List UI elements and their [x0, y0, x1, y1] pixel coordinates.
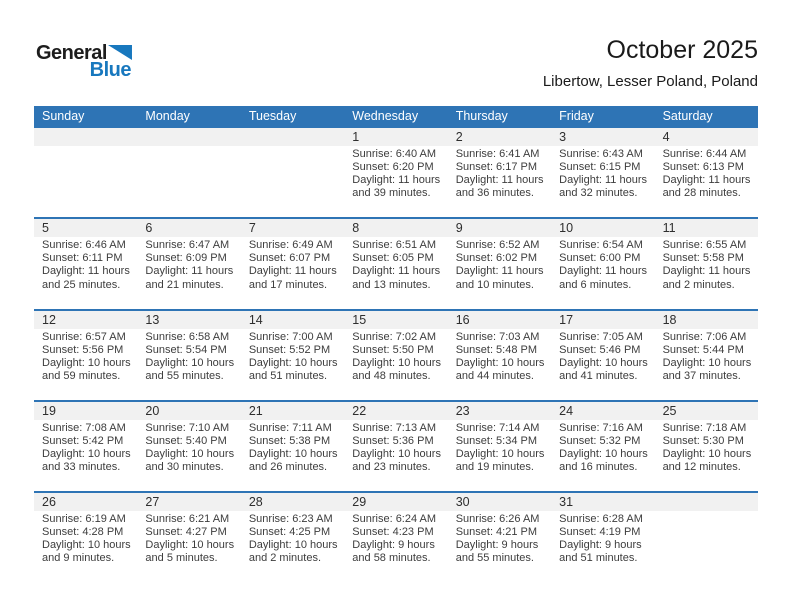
- daylight-text: Daylight: 11 hours and 6 minutes.: [559, 265, 647, 291]
- sunrise-text: Sunrise: 6:46 AM: [42, 239, 126, 252]
- daylight-text: Daylight: 10 hours and 33 minutes.: [42, 448, 131, 474]
- daylight-text: Daylight: 10 hours and 16 minutes.: [559, 448, 648, 474]
- day-number: 25: [662, 403, 677, 418]
- week-row: [34, 217, 758, 308]
- sunset-text: Sunset: 6:20 PM: [352, 161, 434, 174]
- day-cell: [655, 329, 758, 383]
- sunrise-text: Sunrise: 7:11 AM: [248, 421, 332, 434]
- sunrise-text: Sunrise: 7:03 AM: [455, 330, 540, 343]
- day-number: 13: [145, 312, 160, 327]
- week-row: [34, 309, 758, 400]
- sunset-text: Sunset: 5:36 PM: [352, 435, 434, 448]
- sunrise-text: Sunrise: 6:40 AM: [352, 148, 437, 160]
- sunrise-text: Sunrise: 6:28 AM: [559, 513, 643, 526]
- sunset-text: Sunset: 5:54 PM: [145, 343, 227, 356]
- day-number: 24: [559, 403, 574, 418]
- day-number: 5: [42, 221, 49, 236]
- sunset-text: Sunset: 4:28 PM: [42, 526, 124, 539]
- sunrise-text: Sunrise: 6:47 AM: [145, 239, 230, 252]
- day-number: 11: [662, 221, 676, 236]
- calendar-header: [543, 36, 758, 90]
- sunset-text: Sunset: 6:02 PM: [455, 252, 538, 265]
- day-cell: [448, 329, 551, 383]
- sunset-text: Sunset: 4:23 PM: [352, 526, 434, 539]
- sunset-text: Sunset: 4:27 PM: [145, 526, 227, 539]
- daylight-text: Daylight: 11 hours and 10 minutes.: [455, 265, 544, 291]
- day-number: 30: [455, 495, 470, 510]
- date-band: [34, 219, 758, 237]
- weekday-label-thursday: Thursday: [455, 109, 508, 123]
- day-cell: [241, 237, 344, 291]
- sunrise-text: Sunrise: 6:55 AM: [662, 239, 747, 252]
- logo-text-blue: Blue: [89, 59, 131, 81]
- info-row: [34, 146, 758, 217]
- day-cell: [241, 329, 344, 383]
- day-cell: [241, 511, 344, 565]
- day-number: 23: [455, 403, 470, 418]
- day-cell: [34, 511, 137, 565]
- daylight-text: Daylight: 10 hours and 5 minutes.: [145, 539, 235, 565]
- sunset-text: Sunset: 6:11 PM: [42, 252, 123, 265]
- daylight-text: Daylight: 11 hours and 28 minutes.: [662, 174, 751, 200]
- daylight-text: Daylight: 10 hours and 48 minutes.: [352, 356, 441, 382]
- sunset-text: Sunset: 5:46 PM: [559, 343, 641, 356]
- day-cell: [448, 146, 551, 200]
- sunset-text: Sunset: 4:21 PM: [455, 526, 538, 539]
- date-band: [34, 402, 758, 420]
- day-number: 8: [352, 221, 360, 236]
- sunrise-text: Sunrise: 6:52 AM: [455, 239, 540, 252]
- sunset-text: Sunset: 5:44 PM: [662, 343, 744, 356]
- sunset-text: Sunset: 5:50 PM: [352, 343, 434, 356]
- day-number: [655, 493, 758, 511]
- daylight-text: Daylight: 11 hours and 21 minutes.: [145, 265, 234, 291]
- sunrise-text: Sunrise: 7:05 AM: [559, 330, 643, 343]
- day-number: 31: [559, 495, 574, 510]
- sunrise-text: Sunrise: 7:18 AM: [662, 421, 747, 434]
- day-cell: [655, 237, 758, 291]
- daylight-text: Daylight: 10 hours and 51 minutes.: [248, 356, 338, 382]
- sunrise-text: Sunrise: 7:14 AM: [455, 421, 540, 434]
- info-row: [34, 329, 758, 400]
- sunrise-text: Sunrise: 7:16 AM: [559, 421, 643, 434]
- daylight-text: Daylight: 11 hours and 32 minutes.: [559, 174, 647, 200]
- calendar-weeks: [34, 126, 758, 583]
- date-band: [34, 128, 758, 146]
- week-row: [34, 400, 758, 491]
- sunset-text: Sunset: 6:17 PM: [455, 161, 538, 174]
- day-number: 16: [455, 312, 470, 327]
- daylight-text: Daylight: 9 hours and 58 minutes.: [352, 539, 435, 565]
- day-cell: [137, 511, 240, 565]
- day-number: 17: [559, 312, 574, 327]
- day-cell: [655, 146, 758, 200]
- daylight-text: Daylight: 10 hours and 9 minutes.: [42, 539, 131, 565]
- sunrise-text: Sunrise: 7:13 AM: [352, 421, 437, 434]
- day-cell: [34, 146, 137, 200]
- day-cell: [34, 420, 137, 474]
- info-row: [34, 511, 758, 582]
- day-number: 9: [455, 221, 463, 236]
- sunset-text: Sunset: 6:07 PM: [248, 252, 331, 265]
- sunset-text: Sunset: 5:32 PM: [559, 435, 641, 448]
- day-number: 19: [42, 403, 56, 418]
- day-number: 2: [455, 130, 463, 144]
- info-row: [34, 420, 758, 491]
- sunrise-text: Sunrise: 6:51 AM: [352, 239, 437, 252]
- info-row: [34, 237, 758, 308]
- sunset-text: Sunset: 6:05 PM: [352, 252, 434, 265]
- daylight-text: Daylight: 10 hours and 55 minutes.: [145, 356, 235, 382]
- sunset-text: Sunset: 5:58 PM: [662, 252, 744, 265]
- day-cell: [34, 237, 137, 291]
- daylight-text: Daylight: 11 hours and 13 minutes.: [352, 265, 441, 291]
- day-cell: [344, 420, 447, 474]
- day-cell: [34, 329, 137, 383]
- daylight-text: Daylight: 11 hours and 17 minutes.: [248, 265, 337, 291]
- weekday-label-friday: Friday: [559, 109, 594, 123]
- weekday-label-saturday: Saturday: [662, 109, 713, 123]
- day-number: 3: [559, 130, 567, 144]
- sunset-text: Sunset: 5:52 PM: [248, 343, 331, 356]
- daylight-text: Daylight: 10 hours and 23 minutes.: [352, 448, 441, 474]
- sunrise-text: Sunrise: 6:41 AM: [455, 148, 540, 160]
- day-number: 4: [662, 130, 670, 144]
- sunrise-text: Sunrise: 6:24 AM: [352, 513, 437, 526]
- sunset-text: Sunset: 5:30 PM: [662, 435, 744, 448]
- sunrise-text: Sunrise: 6:23 AM: [248, 513, 333, 526]
- weekday-header-row: [34, 106, 758, 126]
- calendar-grid: [34, 106, 758, 583]
- sunset-text: Sunset: 5:38 PM: [248, 435, 331, 448]
- day-number: 6: [145, 221, 153, 236]
- day-number: 15: [352, 312, 367, 327]
- day-cell: [137, 237, 240, 291]
- day-number: 26: [42, 495, 56, 510]
- day-cell: [344, 511, 447, 565]
- sunset-text: Sunset: 5:42 PM: [42, 435, 124, 448]
- day-cell: [137, 146, 240, 200]
- daylight-text: Daylight: 10 hours and 37 minutes.: [662, 356, 752, 382]
- day-number: 18: [662, 312, 677, 327]
- general-blue-logo: [36, 42, 132, 82]
- day-cell: [344, 237, 447, 291]
- day-number: 29: [352, 495, 367, 510]
- sunrise-text: Sunrise: 7:02 AM: [352, 330, 437, 343]
- date-band: [34, 311, 758, 329]
- day-number: 10: [559, 221, 574, 236]
- day-number: [241, 128, 344, 146]
- daylight-text: Daylight: 10 hours and 26 minutes.: [248, 448, 338, 474]
- daylight-text: Daylight: 11 hours and 25 minutes.: [42, 265, 130, 291]
- day-cell: [551, 420, 654, 474]
- sunrise-text: Sunrise: 7:00 AM: [248, 330, 333, 343]
- weekday-label-monday: Monday: [145, 109, 190, 123]
- daylight-text: Daylight: 9 hours and 51 minutes.: [559, 539, 642, 565]
- sunset-text: Sunset: 4:19 PM: [559, 526, 641, 539]
- week-row: [34, 126, 758, 217]
- sunset-text: Sunset: 5:48 PM: [455, 343, 538, 356]
- sunrise-text: Sunrise: 7:08 AM: [42, 421, 126, 434]
- day-number: 21: [248, 403, 263, 418]
- day-cell: [344, 329, 447, 383]
- day-cell: [655, 420, 758, 474]
- day-number: 27: [145, 495, 160, 510]
- daylight-text: Daylight: 10 hours and 30 minutes.: [145, 448, 235, 474]
- daylight-text: Daylight: 10 hours and 59 minutes.: [42, 356, 131, 382]
- sunset-text: Sunset: 4:25 PM: [248, 526, 331, 539]
- day-cell: [137, 329, 240, 383]
- daylight-text: Daylight: 10 hours and 2 minutes.: [248, 539, 338, 565]
- date-band: [34, 493, 758, 511]
- sunrise-text: Sunrise: 7:10 AM: [145, 421, 230, 434]
- weekday-label-wednesday: Wednesday: [352, 109, 419, 123]
- day-number: [34, 128, 137, 146]
- sunrise-text: Sunrise: 6:54 AM: [559, 239, 643, 252]
- day-number: 14: [248, 312, 263, 327]
- day-cell: [551, 511, 654, 565]
- day-cell: [551, 146, 654, 200]
- daylight-text: Daylight: 11 hours and 36 minutes.: [455, 174, 544, 200]
- daylight-text: Daylight: 10 hours and 41 minutes.: [559, 356, 648, 382]
- day-cell: [344, 146, 447, 200]
- day-cell: [448, 511, 551, 565]
- location-subtitle: Libertow, Lesser Poland, Poland: [542, 73, 758, 90]
- sunrise-text: Sunrise: 6:58 AM: [145, 330, 230, 343]
- day-cell: [448, 237, 551, 291]
- month-title: October 2025: [606, 36, 758, 64]
- sunrise-text: Sunrise: 6:21 AM: [145, 513, 230, 526]
- daylight-text: Daylight: 10 hours and 19 minutes.: [455, 448, 545, 474]
- day-number: 1: [352, 130, 360, 144]
- sunrise-text: Sunrise: 6:44 AM: [662, 148, 747, 160]
- day-number: 20: [145, 403, 160, 418]
- weekday-label-tuesday: Tuesday: [248, 109, 297, 123]
- daylight-text: Daylight: 10 hours and 12 minutes.: [662, 448, 752, 474]
- sunrise-text: Sunrise: 7:06 AM: [662, 330, 747, 343]
- day-cell: [241, 146, 344, 200]
- sunrise-text: Sunrise: 6:49 AM: [248, 239, 333, 252]
- sunrise-text: Sunrise: 6:43 AM: [559, 148, 643, 160]
- sunset-text: Sunset: 5:56 PM: [42, 343, 124, 356]
- day-number: [137, 128, 240, 146]
- sunset-text: Sunset: 6:13 PM: [662, 161, 744, 174]
- day-cell: [241, 420, 344, 474]
- sunrise-text: Sunrise: 6:19 AM: [42, 513, 126, 526]
- daylight-text: Daylight: 10 hours and 44 minutes.: [455, 356, 545, 382]
- weekday-label-sunday: Sunday: [42, 109, 85, 123]
- day-number: 22: [352, 403, 367, 418]
- day-cell: [448, 420, 551, 474]
- daylight-text: Daylight: 9 hours and 55 minutes.: [455, 539, 539, 565]
- sunset-text: Sunset: 6:09 PM: [145, 252, 227, 265]
- sunset-text: Sunset: 5:40 PM: [145, 435, 227, 448]
- daylight-text: Daylight: 11 hours and 2 minutes.: [662, 265, 751, 291]
- week-row: [34, 491, 758, 582]
- sunset-text: Sunset: 5:34 PM: [455, 435, 538, 448]
- day-cell: [137, 420, 240, 474]
- day-number: 7: [248, 221, 256, 236]
- sunrise-text: Sunrise: 6:57 AM: [42, 330, 126, 343]
- day-cell: [551, 237, 654, 291]
- logo-triangle-icon: [108, 45, 132, 60]
- sunset-text: Sunset: 6:00 PM: [559, 252, 641, 265]
- sunrise-text: Sunrise: 6:26 AM: [455, 513, 540, 526]
- day-number: 28: [248, 495, 263, 510]
- logo-text-general: General: [36, 42, 107, 64]
- day-number: 12: [42, 312, 56, 327]
- sunset-text: Sunset: 6:15 PM: [559, 161, 641, 174]
- daylight-text: Daylight: 11 hours and 39 minutes.: [352, 174, 441, 200]
- day-cell: [655, 511, 758, 565]
- day-cell: [551, 329, 654, 383]
